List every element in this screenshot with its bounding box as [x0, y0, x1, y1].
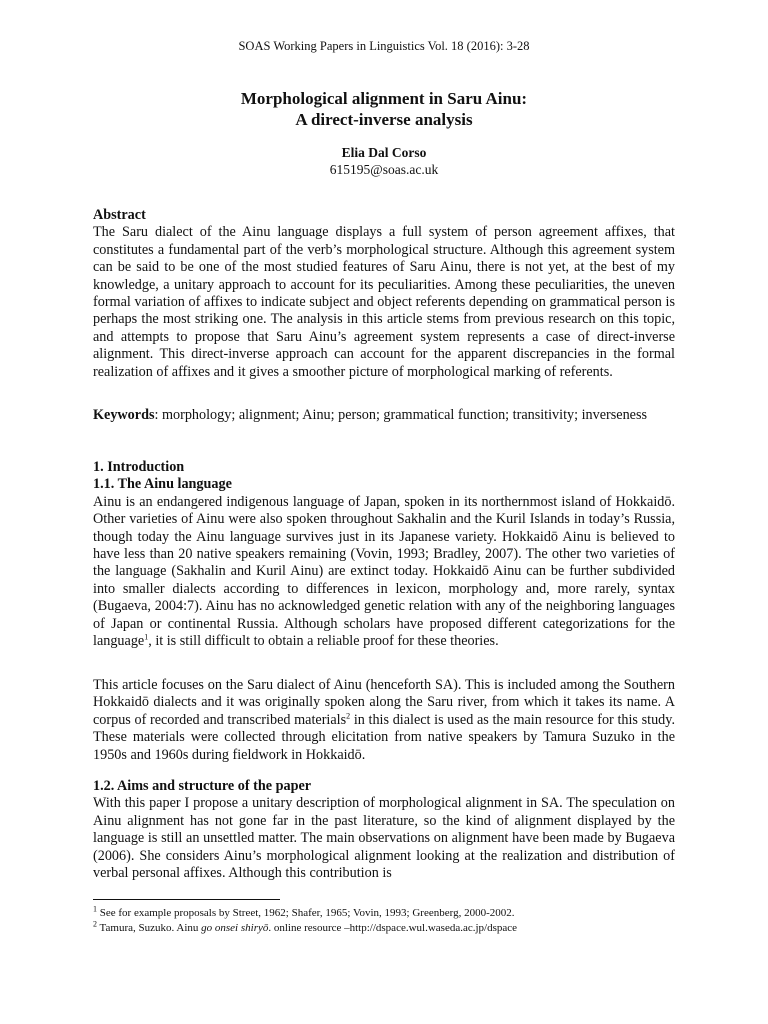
aims-section [93, 778, 675, 882]
intro-paragraph-2 [93, 677, 675, 764]
keywords-text: : morphology; alignment; Ainu; person; grammatical function; transitivity; inverseness [154, 407, 648, 423]
abstract-heading: Abstract [93, 207, 146, 223]
keywords-section [93, 407, 675, 424]
footnote-ref-2: 2 [346, 711, 351, 721]
intro-paragraph-2-text-b: in this dialect is used as the main resource for this study. These materials were collected through elicitation from native speakers by Tamura Suzuko in the 1950s and 1960s during fieldwork in Hokkaidō. [93, 711, 675, 763]
subsection-heading-ainu-language: 1.1. The Ainu language [93, 476, 232, 493]
keywords-paragraph [93, 407, 675, 424]
intro-paragraph-1-text-a: Ainu is an endangered indigenous language of Japan, spoken in its northernmost island of Hokkaidō. Other varieties of Ainu were also spoken throughout Sakhalin and the Kuril Islands in today’s Russia, though today the Ainu language survives just in its Japanese variety. Hokkaidō Ainu is believed to have less than 20 native speakers remaining (Vovin, 1993; Bradley, 2007). The other two varieties of the language (Sakhalin and Kuril Ainu) are extinct today. Hokkaidō Ainu can be further subdivided into smaller dialects according to differences in lexicon, morphology and, more rarely, syntax (Bugaeva, 2004:7). Ainu has no acknowledged genetic relation with any of the neighboring languages of Japan or continental Russia. Although scholars have proposed different categorizations for the language [93, 493, 675, 650]
intro-paragraph-1-text-b: , it is still difficult to obtain a reliable proof for these theories. [148, 633, 499, 650]
footnote-2-text-b: . online resource –http://dspace.wul.waseda.ac.jp/dspace [268, 922, 518, 934]
aims-paragraph: With this paper I propose a unitary description of morphological alignment in SA. The speculation on Ainu alignment has not gone far in the past literature, so the kind of alignment displayed by the language is still an unsettled matter. The main observations on alignment have been made by Bugaeva (2006). She considers Ainu’s morphological alignment looking at the realization and distribution of verbal personal affixes. Although this contribution is [93, 795, 675, 882]
paper-title [0, 88, 768, 130]
footnote-1-text: See for example proposals by Street, 1962; Shafer, 1965; Vovin, 1993; Greenberg, 2000-2002. [97, 907, 515, 919]
intro-paragraph-1 [93, 494, 675, 651]
footnote-2 [93, 921, 693, 936]
subsection-heading-aims: 1.2. Aims and structure of the paper [93, 778, 312, 794]
footnote-1-mark: 1 [93, 904, 97, 914]
title-line-2: A direct-inverse analysis [295, 110, 473, 129]
abstract-text: The Saru dialect of the Ainu language displays a full system of person agreement affixes, that constitutes a fundamental part of the verb’s morphological structure. Although this agreement system can be said to be one of the most studied features of Saru Ainu, there is not yet, at the best of my knowledge, a unitary approach to account for its peculiarities. Among these peculiarities, the uneven formal variation of affixes to indicate subject and object referents depending on grammatical person is perhaps the most striking one. The analysis in this article stems from previous research on this topic, and attempts to propose that Saru Ainu’s agreement system represents a case of direct-inverse alignment. This direct-inverse approach can account for the apparent discrepancies in the formal realization of affixes and it gives a smoother picture of morphological marking of referents. [93, 224, 675, 380]
footnote-2-mark: 2 [93, 919, 97, 929]
abstract-section [93, 207, 675, 381]
footnote-1 [93, 906, 693, 921]
footnote-divider [93, 899, 280, 900]
section-heading-introduction: 1. Introduction [93, 459, 185, 475]
introduction-section [93, 459, 675, 650]
author-email: 615195@soas.ac.uk [329, 162, 439, 177]
footnote-ref-1: 1 [144, 632, 149, 642]
footnote-2-text-a: Tamura, Suzuko. Ainu [97, 922, 202, 934]
running-head: SOAS Working Papers in Linguistics Vol. 18 (2016): 3-28 [238, 39, 530, 53]
author-block [0, 144, 768, 178]
title-line-1: Morphological alignment in Saru Ainu: [240, 89, 528, 108]
keywords-label: Keywords [93, 407, 155, 423]
footnote-2-italic-title: go onsei shiryō [201, 922, 269, 934]
footnotes [93, 906, 693, 936]
author-name: Elia Dal Corso [341, 145, 427, 160]
intro-paragraph-2-text-a: This article focuses on the Saru dialect of Ainu (henceforth SA). This is included among the Southern Hokkaidō dialects and it was originally spoken along the Saru river, from which it takes its name. A corpus of recorded and transcribed materials [93, 677, 675, 728]
intro-paragraph-2-block [93, 677, 675, 764]
